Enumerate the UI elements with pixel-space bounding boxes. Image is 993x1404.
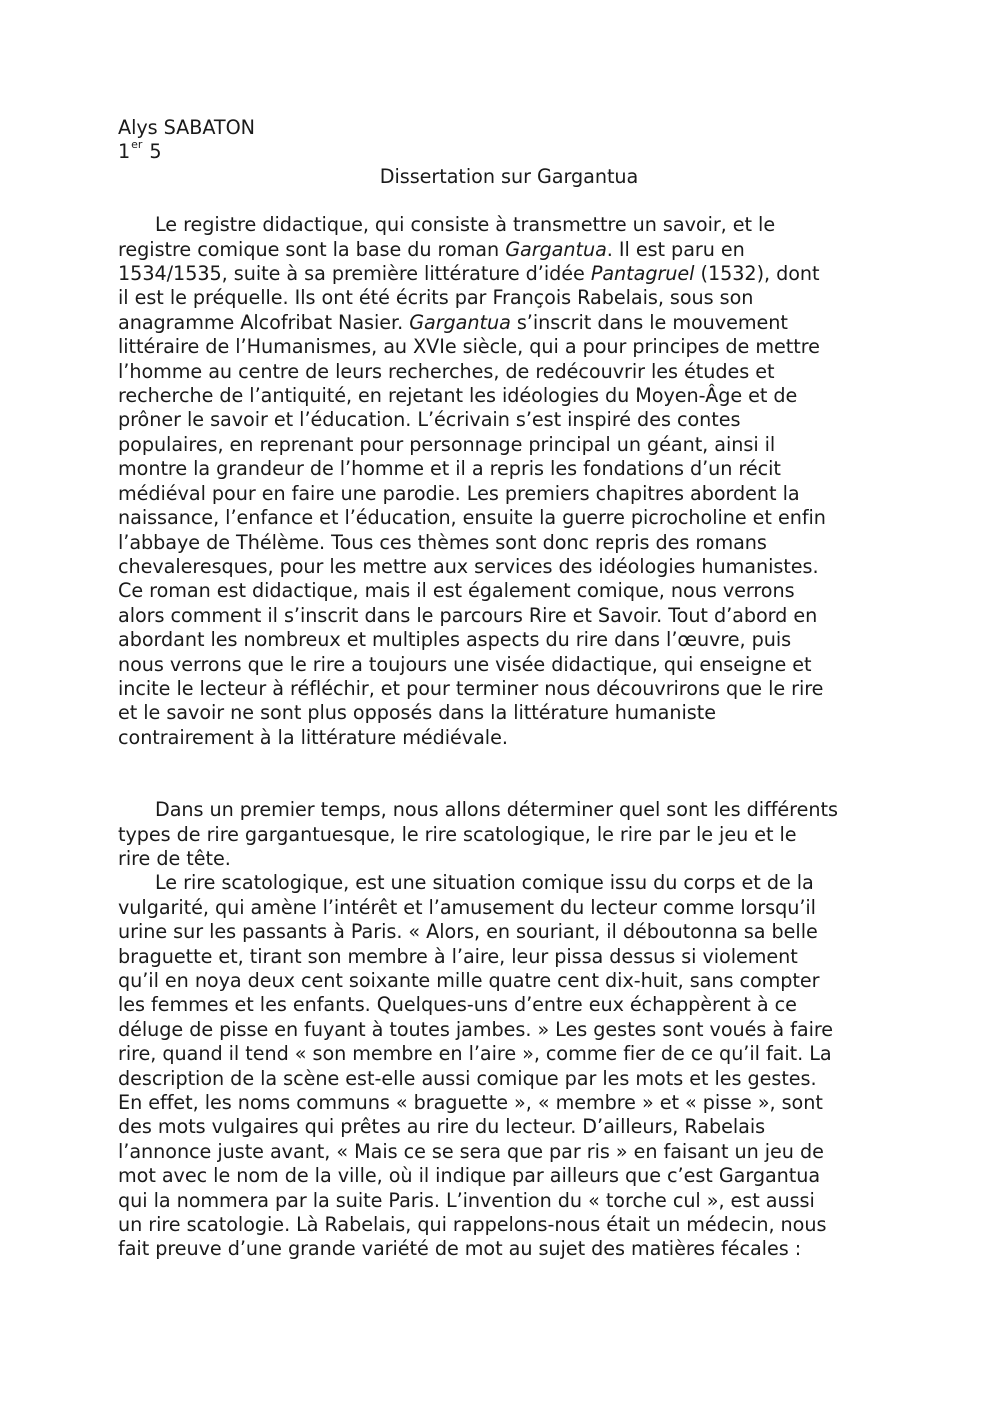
- text-line: incite le lecteur à réfléchir, et pour terminer nous découvrirons que le rire: [118, 676, 824, 700]
- class-suffix: 5: [143, 140, 162, 164]
- text-line: nous verrons que le rire a toujours une visée didactique, qui enseigne et: [118, 652, 812, 676]
- text-run: registre comique sont la base du roman: [118, 237, 506, 261]
- text-line: Le rire scatologique, est une situation comique issu du corps et de la: [155, 871, 814, 895]
- text-line: [118, 262, 878, 286]
- class-superscript: er: [131, 138, 143, 152]
- class-number: 1: [118, 140, 131, 164]
- text-line: montre la grandeur de l’homme et il a repris les fondations d’un récit: [118, 457, 781, 481]
- text-line: chevaleresques, pour les mettre aux services des idéologies humanistes.: [118, 554, 819, 578]
- paragraph-first-part: [118, 798, 878, 871]
- text-line: rire de tête.: [118, 846, 231, 870]
- text-line: des mots vulgaires qui prêtes au rire du lecteur. D’ailleurs, Rabelais: [118, 1115, 766, 1139]
- text-run: 1534/1535, suite à sa première littérature d’idée: [118, 262, 591, 286]
- text-line: types de rire gargantuesque, le rire scatologique, le rire par le jeu et le: [118, 822, 797, 846]
- text-line: médiéval pour en faire une parodie. Les premiers chapitres abordent la: [118, 481, 800, 505]
- text-run: (1532), dont: [694, 262, 820, 286]
- text-line: braguette et, tirant son membre à l’aire, leur pissa dessus si violement: [118, 944, 798, 968]
- text-run: anagramme Alcofribat Nasier.: [118, 310, 410, 334]
- document-title: Dissertation sur Gargantua: [379, 164, 639, 188]
- text-line: Dans un premier temps, nous allons déterminer quel sont les différents: [155, 798, 838, 822]
- text-line: recherche de l’antiquité, en rejetant les idéologies du Moyen-Âge et de: [118, 384, 798, 408]
- text-line: l’annonce juste avant, « Mais ce se sera que par ris » en faisant un jeu de: [118, 1139, 824, 1163]
- text-line: fait preuve d’une grande variété de mot au sujet des matières fécales :: [118, 1237, 802, 1261]
- text-line: [118, 238, 878, 262]
- text-line: les femmes et les enfants. Quelques-uns d’entre eux échappèrent à ce: [118, 993, 797, 1017]
- text-line: En effet, les noms communs « braguette », « membre » et « pisse », sont: [118, 1091, 823, 1115]
- text-line: qu’il en noya deux cent soixante mille quatre cent dix-huit, sans compter: [118, 969, 820, 992]
- text-line: et le savoir ne sont plus opposés dans la littérature humaniste: [118, 701, 716, 725]
- italic-title: Gargantua: [409, 310, 511, 334]
- text-line: il est le préquelle. Ils ont été écrits par François Rabelais, sous son: [118, 286, 754, 310]
- author-name: Alys SABATON: [118, 116, 255, 139]
- text-line: urine sur les passants à Paris. « Alors, en souriant, il déboutonna sa belle: [118, 920, 818, 944]
- text-line: prôner le savoir et l’éducation. L’écrivain s’est inspiré des contes: [118, 408, 741, 432]
- text-line: l’abbaye de Thélème. Tous ces thèmes sont donc repris des romans: [118, 530, 767, 554]
- text-run: s’inscrit dans le mouvement: [510, 310, 788, 334]
- text-line: qui la nommera par la suite Paris. L’invention du « torche cul », est aussi: [118, 1188, 815, 1212]
- text-run: . Il est paru en: [606, 237, 745, 261]
- class-label: [118, 140, 878, 164]
- text-line: vulgarité, qui amène l’intérêt et l’amusement du lecteur comme lorsqu’il: [118, 895, 816, 919]
- text-line: littéraire de l’Humanismes, au XVIe siècle, qui a pour principes de mettre: [118, 335, 820, 359]
- text-line: populaires, en reprenant pour personnage principal un géant, ainsi il: [118, 432, 776, 456]
- italic-title: Gargantua: [505, 237, 607, 261]
- text-line: Ce roman est didactique, mais il est également comique, nous verrons: [118, 579, 795, 603]
- paragraph-scatological-laughter: [118, 871, 878, 1262]
- text-line: l’homme au centre de leurs recherches, de redécouvrir les études et: [118, 359, 775, 383]
- spacer: [118, 189, 878, 213]
- text-line: Le registre didactique, qui consiste à transmettre un savoir, et le: [155, 213, 776, 237]
- text-line: naissance, l’enfance et l’éducation, ensuite la guerre picrocholine et enfin: [118, 506, 826, 530]
- paragraph-introduction: [118, 213, 878, 750]
- document-page: [118, 116, 878, 1262]
- text-line: alors comment il s’inscrit dans le parcours Rire et Savoir. Tout d’abord en: [118, 603, 818, 627]
- spacer: [118, 750, 878, 798]
- text-line: un rire scatologie. Là Rabelais, qui rappelons-nous était un médecin, nous: [118, 1213, 827, 1237]
- italic-title: Pantagruel: [590, 262, 695, 286]
- text-line: contrairement à la littérature médiévale.: [118, 725, 508, 749]
- text-line: déluge de pisse en fuyant à toutes jambes. » Les gestes sont voués à faire: [118, 1017, 834, 1041]
- text-line: rire, quand il tend « son membre en l’aire », comme fier de ce qu’il fait. La: [118, 1042, 832, 1066]
- text-line: description de la scène est-elle aussi comique par les mots et les gestes.: [118, 1066, 817, 1090]
- text-line: mot avec le nom de la ville, où il indique par ailleurs que c’est Gargantua: [118, 1164, 821, 1188]
- text-line: abordant les nombreux et multiples aspects du rire dans l’œuvre, puis: [118, 628, 792, 652]
- text-line: [118, 311, 878, 335]
